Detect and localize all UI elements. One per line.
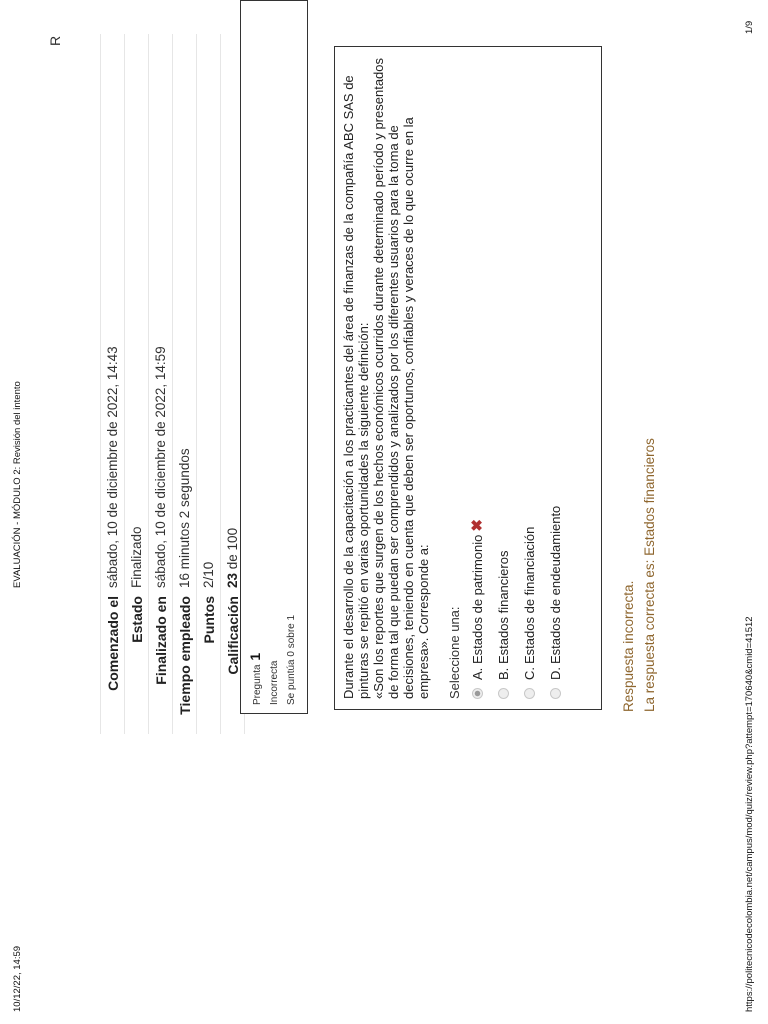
- question-text-intro: Durante el desarrollo de la capacitación a los practicantes del área de finanzas de la compañía ABC SAS de pinturas se repitió en varias oportunidades la siguiente definición:: [341, 75, 371, 699]
- option-letter: B.: [495, 667, 511, 680]
- print-url: https://politecnicodecolombia.net/campus/mod/quiz/review.php?attempt=170640&cmid=41512: [744, 616, 755, 1012]
- grade-suffix: de 100: [225, 527, 240, 573]
- summary-value: 2/10: [201, 561, 216, 588]
- summary-row-time-taken: [173, 34, 197, 734]
- answer-options: [464, 57, 568, 699]
- option-letter: A.: [469, 667, 485, 680]
- option-a[interactable]: [464, 57, 490, 699]
- option-letter: C.: [521, 667, 537, 680]
- radio-option-a[interactable]: [472, 688, 483, 699]
- summary-label: Finalizado en: [152, 596, 169, 685]
- summary-label: Tiempo empleado: [176, 596, 193, 715]
- feedback-result: Respuesta incorrecta.: [621, 580, 636, 712]
- option-b[interactable]: [490, 57, 516, 699]
- option-letter: D.: [547, 667, 563, 680]
- grade-value: 23: [225, 572, 240, 588]
- option-c[interactable]: [516, 57, 542, 699]
- question-text-definition: «Son los reportes que surgen de los hechos económicos ocurridos durante determinado período y presentados de forma tal que puedan ser comprendidos y analizados por los diferentes usuarios para la toma de decisiones, teniendo en cuenta que deben ser oportunos, confiables y veraces de lo que ocurre en la empresa». Corresponde a:: [371, 57, 431, 699]
- print-datetime: 10/12/22, 14:59: [12, 945, 23, 1012]
- summary-row-started: [100, 34, 125, 734]
- radio-option-d[interactable]: [550, 688, 561, 699]
- option-text: Estados de financiación: [521, 526, 537, 664]
- question-status: Incorrecta: [269, 660, 280, 705]
- corner-mark: R: [47, 35, 63, 46]
- print-page-indicator: 1/9: [744, 20, 755, 34]
- summary-row-state: [125, 34, 149, 734]
- summary-value: sábado, 10 de diciembre de 2022, 14:43: [105, 346, 120, 588]
- question-label: Pregunta: [252, 664, 263, 705]
- question-info-box: [240, 0, 308, 714]
- incorrect-mark-icon: ✖: [469, 519, 486, 532]
- summary-label: Comenzado el: [104, 596, 121, 691]
- summary-label: Puntos: [200, 596, 217, 644]
- summary-row-finished: [149, 34, 173, 734]
- summary-label: Estado: [128, 596, 145, 643]
- summary-value: Finalizado: [129, 526, 144, 588]
- summary-value: sábado, 10 de diciembre de 2022, 14:59: [153, 346, 168, 588]
- summary-label: Calificación: [224, 596, 241, 675]
- print-title: EVALUACIÓN - MÓDULO 2: Revisión del intento: [12, 381, 23, 588]
- option-text: Estados de patrimonio: [469, 534, 485, 664]
- question-content-box: [334, 46, 602, 710]
- answer-feedback: [618, 438, 660, 712]
- option-text: Estados financieros: [495, 550, 511, 664]
- radio-option-b[interactable]: [498, 688, 509, 699]
- question-score: Se puntúa 0 sobre 1: [286, 614, 297, 705]
- feedback-correct-answer: La respuesta correcta es: Estados financieros: [642, 438, 657, 712]
- radio-option-c[interactable]: [524, 688, 535, 699]
- summary-row-points: [197, 34, 221, 734]
- summary-value: 16 minutos 2 segundos: [177, 448, 192, 588]
- option-d[interactable]: [542, 57, 568, 699]
- answer-prompt: Seleccione una:: [447, 606, 462, 699]
- question-number: [247, 9, 263, 705]
- option-text: Estados de endeudamiento: [547, 505, 563, 664]
- question-number-value: 1: [247, 652, 263, 661]
- summary-value: [225, 528, 240, 588]
- attempt-summary-table: [100, 34, 245, 734]
